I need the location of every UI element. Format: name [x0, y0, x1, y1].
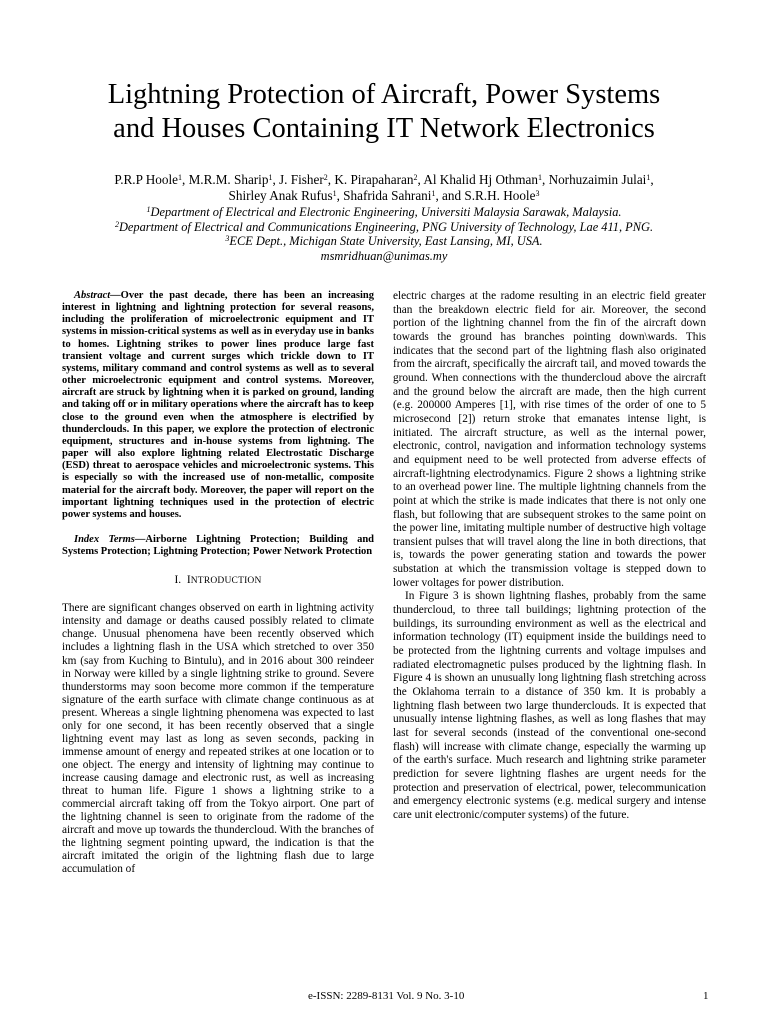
paragraph: electric charges at the radome resulting in an electric field greater than the breakdown electric field for air. Moreover, the second portion of the lightning channel from the fin of the aircraft down towards the ground has branches pointing down\wards. This indicates that the second part of the lightning flash also originated from the aircraft, specifically the aircraft tail, and moved towards the ground. When connections with the thundercloud above the aircraft and the ground below the aircraft are made, then the high current (e.g. 200000 Amperes [1], with rise times of the order of one to 5 microsecond [2]) return stroke that emanates intense light, is initiated. The aircraft structure, as well as the internal power, electronic, control, navigation and information technology systems and equipment need to be well protected from adverse effects of aircraft-lightning electrodynamics. Figure 2 shows a lightning strike to an overhead power line. The multiple lightning channels from the point at which the strike is made indicates that there is not only one flash, but following that are subsequent strokes to the same point on the power line, imitating multiple number of destructive high voltage transient pulses that will travel along the line in both directions, that is, towards the power generating station and towards the power substation at which the transmission voltage is stepped down to lower voltages for power distribution.	[393, 290, 706, 589]
author-affiliation-mark: 1	[332, 189, 337, 198]
author-name: P.R.P Hoole	[114, 172, 178, 187]
index-terms-lead: Index Terms	[74, 533, 135, 545]
right-column	[393, 290, 706, 823]
author-affiliation-mark: 3	[535, 189, 540, 198]
author-name: Al Khalid Hj Othman	[423, 172, 538, 187]
author-affiliation-mark: 1	[537, 173, 542, 182]
affiliation-1: $^1$Department of Electrical and Electronic Engineering, Universiti Malaysia Sarawak, Malaysia.	[146, 205, 622, 219]
author-affiliation-mark: 1	[177, 173, 182, 182]
author-affiliation-mark: 1	[646, 173, 651, 182]
author-affiliation-mark: 1	[431, 189, 436, 198]
author-affiliation-mark: 2	[413, 173, 418, 182]
author-list	[40, 172, 728, 204]
author-name: Norhuzaimin Julai	[548, 172, 647, 187]
affiliation-3: $^3$ECE Dept., Michigan State University, East Lansing, MI, USA.	[225, 234, 543, 248]
author-line-1: P.R.P Hoole$^1$, M.R.M. Sharip$^1$, J. Fisher$^2$, K. Pirapaharan$^2$, Al Khalid Hj Othman$^1$, Norhuzaimin Julai$^1$,	[114, 172, 654, 187]
author-name: and S.R.H. Hoole	[442, 188, 536, 203]
author-name: M.R.M. Sharip	[188, 172, 269, 187]
page-number: 1	[703, 990, 709, 1002]
paper-title	[40, 78, 728, 146]
abstract-lead: Abstract	[74, 290, 111, 301]
left-column	[62, 290, 374, 876]
journal-issn: e-ISSN: 2289-8131 Vol. 9 No. 3-10	[308, 990, 465, 1002]
author-name: Shirley Anak Rufus	[228, 188, 333, 203]
left-body-text	[62, 602, 374, 876]
index-terms-text: —Airborne Lightning Protection; Building and Systems Protection; Lightning Protection; Power Network Protection	[62, 533, 374, 558]
contact-email: msmridhuan@unimas.my	[320, 248, 448, 263]
abstract	[62, 290, 374, 521]
paragraph: There are significant changes observed on earth in lightning activity intensity and damage or deaths caused possibly related to climate change. Unusual phenomena have been recently observed which includes a lightning flash in the USA which stretched to over 350 km (say from Kuching to Bintulu), and in 2016 about 300 reindeer in Norway were killed by a single lightning strike to ground. Severe thunderstorms may soon become more common if the temperature signature of the earth surface with climate change continuous as at present. Whereas a single lightning phenomena was expected to last only for one second, it has been recently observed that a single lightning event may last as long as seven seconds, packing in immense amount of energy and repeated strikes at one location or to one object. The energy and intensity of lightning may continue to increase causing damage and electronic rust, as well as increasing threat to human life. Figure 1 shows a lightning strike to a commercial aircraft taking off from the Tokyo airport. One part of the lightning channel is seen to originate from the radome of the aircraft and move up towards the thundercloud. With the branches of the lightning segment pointing upward, the indication is that the aircraft imitated the origin of the lightning flash due to large accumulation of	[62, 602, 374, 876]
affiliation-2: $^2$Department of Electrical and Communications Engineering, PNG University of Technology, Lae 411, PNG.	[114, 219, 654, 234]
index-terms	[62, 534, 374, 558]
abstract-text: —Over the past decade, there has been an increasing interest in lightning and lightning protection for several reasons, including the proliferation of microelectronic equipment and IT systems in mission-critical systems as well as in everyday use in banks to homes. Lightning strikes to power lines produce large fast transient voltage and current surges which trickle down to IT systems, military command and control systems as well as to several other microelectronic equipment and control systems. Moreover, aircraft are struck by lightning when it is parked on ground, landing and taking off or in military operations where the aircraft has to keep close to the ground even when the atmosphere is electrified by thunderclouds. In this paper, we explore the protection of electronic equipment, structures and in-house systems from lightning. The paper will also explore lightning related Electrostatic Discharge (ESD) threat to aerospace vehicles and microelectronic systems. This is especially so with the increased use of non-metallic, composite material for the aircraft body. Moreover, the paper will report on the important lightning techniques used in the protection of electric power systems and houses.	[62, 290, 374, 520]
right-body-text	[393, 290, 706, 823]
title-line-2: and Houses Containing IT Network Electronics	[113, 113, 655, 144]
author-name: K. Pirapaharan	[334, 172, 414, 187]
paragraph: In Figure 3 is shown lightning flashes, probably from the same thundercloud, to three tall buildings; lightning protection of the buildings, its surrounding environment as well as the electrical and information technology (IT) equipment inside the buildings need to be protected from the lightning currents and voltage impulses and radiated electromagnetic pulses produced by the lightning flash. In Figure 4 is shown an unusually long lightning flash stretching across the Oklahoma terrain to a distance of 350 km. It is probably a lightning flash between two large thunderclouds. It is expected that unusually intense lightning flashes, as well as long flashes that may last for several seconds (instead of the conventional one-second flash) will increase with climate change, especially the warming up of the earth's surface. Much research and lightning strike parameter prediction for severe lightning flashes are urgent needs for the protection and preservation of electrical, power, telecommunication and emergency electronic systems (e.g. medical surgery and intense care unit electronic/computer systems) of the future.	[393, 590, 706, 821]
author-affiliation-mark: 2	[323, 173, 328, 182]
affiliations	[40, 205, 728, 263]
author-name: Shafrida Sahrani	[343, 188, 432, 203]
author-name: J. Fisher	[279, 172, 324, 187]
title-line-1: Lightning Protection of Aircraft, Power Systems	[107, 79, 661, 110]
author-affiliation-mark: 1	[268, 173, 273, 182]
section-heading-introduction: I. INTRODUCTION	[174, 574, 262, 587]
author-line-2: Shirley Anak Rufus$^1$, Shafrida Sahrani$^1$, and S.R.H. Hoole$^3$	[228, 188, 540, 203]
